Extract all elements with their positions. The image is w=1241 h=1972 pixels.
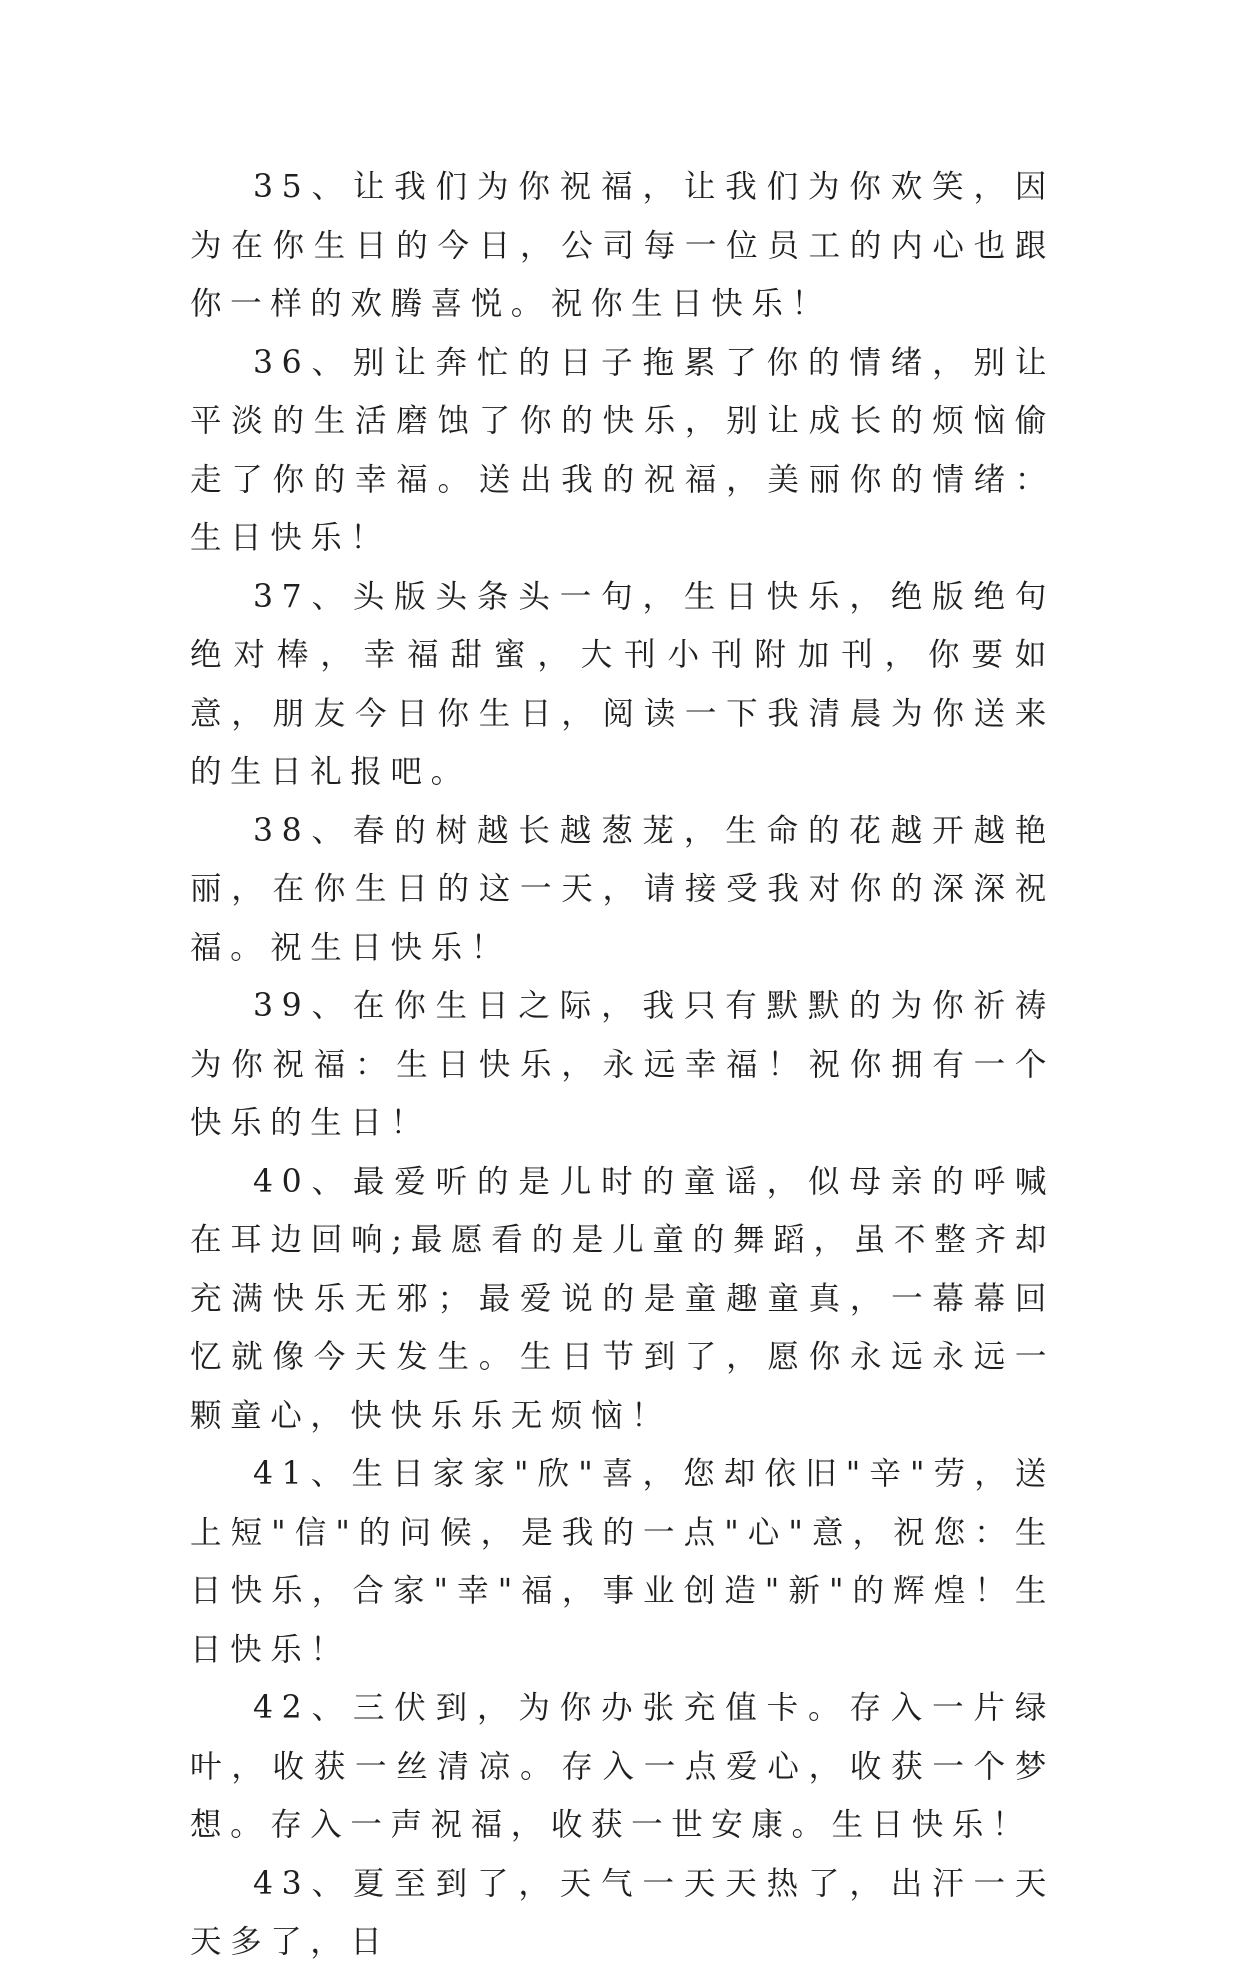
document-body bbox=[190, 158, 1055, 1972]
paragraph-39: 39、在你生日之际，我只有默默的为你祈祷为你祝福：生日快乐，永远幸福！祝你拥有一个快乐的生日！ bbox=[190, 988, 1055, 1141]
paragraph-43: 43、夏至到了，天气一天天热了，出汗一天天多了，日 bbox=[190, 1865, 1055, 1960]
paragraph-38: 38、春的树越长越葱茏，生命的花越开越艳丽，在你生日的这一天，请接受我对你的深深祝福。祝生日快乐！ bbox=[190, 812, 1055, 966]
paragraph-37: 37、头版头条头一句，生日快乐，绝版绝句绝对棒，幸福甜蜜，大刊小刊附加刊，你要如意，朋友今日你生日，阅读一下我清晨为你送来的生日礼报吧。 bbox=[190, 578, 1055, 790]
paragraph-41: 41、生日家家"欣"喜，您却依旧"辛"劳，送上短"信"的问候，是我的一点"心"意，祝您：生日快乐，合家"幸"福，事业创造"新"的辉煌！生日快乐！ bbox=[190, 1456, 1055, 1668]
paragraph-36: 36、别让奔忙的日子拖累了你的情绪，别让平淡的生活磨蚀了你的快乐，别让成长的烦恼偷走了你的幸福。送出我的祝福，美丽你的情绪：生日快乐！ bbox=[190, 344, 1055, 556]
paragraph-40: 40、最爱听的是儿时的童谣，似母亲的呼喊在耳边回响;最愿看的是儿童的舞蹈，虽不整齐却充满快乐无邪；最爱说的是童趣童真，一幕幕回忆就像今天发生。生日节到了，愿你永远永远一颗童心，快快乐乐无烦恼！ bbox=[190, 1163, 1055, 1434]
paragraph-35: 35、让我们为你祝福，让我们为你欢笑，因为在你生日的今日，公司每一位员工的内心也跟你一样的欢腾喜悦。祝你生日快乐！ bbox=[190, 169, 1055, 322]
paragraph-42: 42、三伏到，为你办张充值卡。存入一片绿叶，收获一丝清凉。存入一点爱心，收获一个梦想。存入一声祝福，收获一世安康。生日快乐！ bbox=[190, 1690, 1055, 1843]
